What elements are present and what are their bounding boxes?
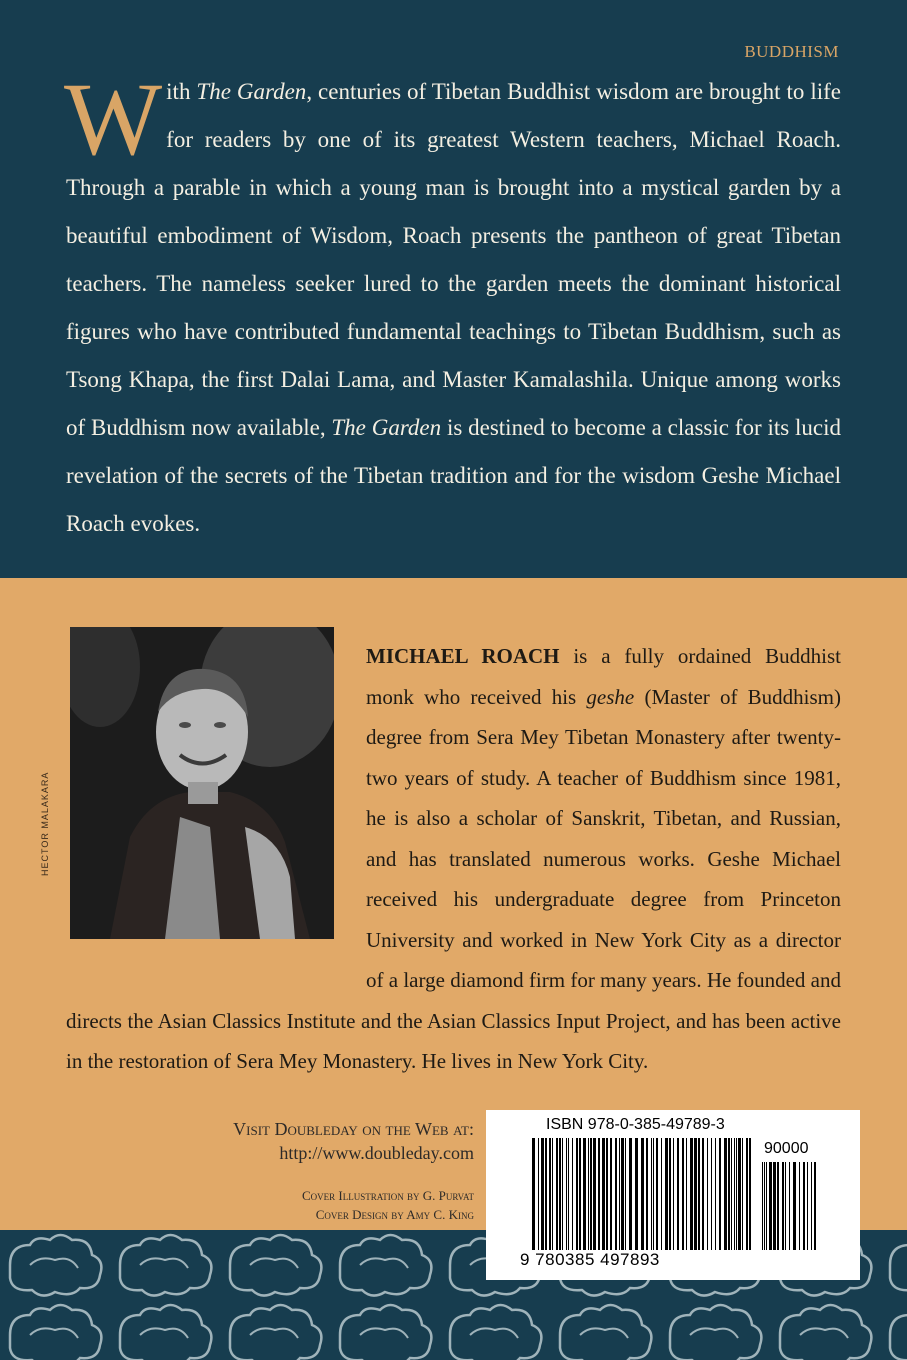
visit-line: Visit Doubleday on the Web at: <box>233 1119 474 1139</box>
design-credit: Cover Design by Amy C. King <box>315 1207 474 1222</box>
price-code: 90000 <box>764 1140 809 1157</box>
blurb-part3: is destined to become a classic for its lucid revelation of the secrets of the Tibetan tradition and for the wisdom Geshe Michael Roach evokes. <box>66 415 841 536</box>
category-label: BUDDHISM <box>744 42 839 61</box>
author-bio <box>66 636 841 1082</box>
blurb-part1: ith <box>166 79 197 104</box>
photo-credit: HECTOR MALAKARA <box>40 771 50 876</box>
blurb-part2: , centuries of Tibetan Buddhist wisdom are brought to life for readers by one of its greatest Western teachers, Michael Roach. Through a parable in which a young man is brought into a mystical garden by a beautiful embodiment of Wisdom, Roach presents the pantheon of great Tibetan teachers. The nameless seeker lured to the garden meets the dominant historical figures who have contributed fundamental teachings to Tibetan Buddhism, such as Tsong Khapa, the first Dalai Lama, and Master Kamalashila. Unique among works of Buddhism now available, <box>66 79 842 440</box>
bio-geshe: geshe <box>586 684 635 709</box>
publisher-web-notice <box>233 1117 474 1165</box>
bio-part1: is a fully ordained Buddhist monk who received his <box>366 644 841 709</box>
addon-bars <box>762 1162 818 1250</box>
ean-bars <box>532 1138 752 1250</box>
blurb-title-1: The Garden <box>196 79 307 104</box>
isbn-number: ISBN 978-0-385-49789-3 <box>546 1116 725 1133</box>
cover-credits <box>302 1186 474 1224</box>
blurb-title-2: The Garden <box>331 415 442 440</box>
ean-digits: 9 780385 497893 <box>520 1250 660 1269</box>
isbn-barcode <box>486 1110 860 1280</box>
blurb-panel <box>0 0 907 578</box>
illustration-credit: Cover Illustration by G. Purvat <box>302 1188 474 1203</box>
bio-part2: (Master of Buddhism) degree from Sera Mey Tibetan Monastery after twenty-two years of study. A teacher of Buddhism since 1981, he is also a scholar of Sanskrit, Tibetan, and Russian, and has translated numerous works. Geshe Michael received his undergraduate degree from Princeton University and worked in New York City as a director of a large diamond firm for many years. He founded and directs the Asian Classics Institute and the Asian Classics Input Project, and has been active in the restoration of Sera Mey Monastery. He lives in New York City. <box>66 684 841 1073</box>
publisher-url: http://www.doubleday.com <box>279 1143 474 1163</box>
blurb-text <box>64 62 842 548</box>
author-name: MICHAEL ROACH <box>366 644 560 668</box>
drop-cap: W <box>64 62 163 177</box>
